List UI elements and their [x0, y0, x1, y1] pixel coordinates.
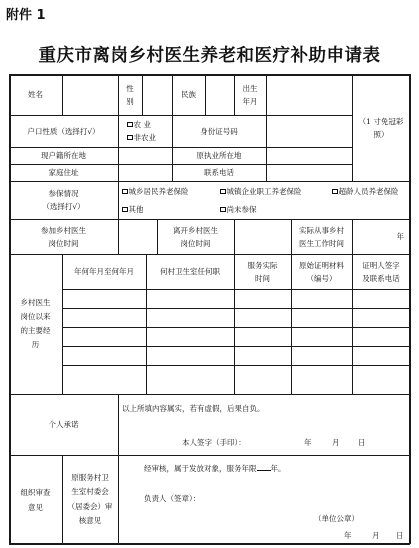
- history-header-witness: 证明人签字 及联系电话: [362, 260, 400, 283]
- history-header-evidence: 原始证明材料 （编号）: [299, 260, 344, 283]
- gender-label-line2: 别: [126, 96, 134, 106]
- checkbox-icon[interactable]: [127, 135, 133, 141]
- birth-label-line2: 年月: [242, 96, 258, 106]
- phone-label: 联系电话: [204, 168, 234, 177]
- id-number-label: 身份证号码: [200, 126, 238, 136]
- history-side-label: [9, 254, 62, 394]
- ethnicity-field[interactable]: [205, 74, 234, 115]
- gender-label: [118, 74, 142, 115]
- gender-label-line1: 性: [126, 83, 134, 93]
- history-side-line4: 历: [31, 340, 40, 349]
- hukou-option-nonagricultural[interactable]: 非农业: [127, 131, 156, 144]
- commitment-area[interactable]: [118, 394, 410, 455]
- join-date-field[interactable]: [118, 219, 157, 254]
- history-header-period: 年何年月至何年月: [74, 267, 134, 276]
- review-seal-label: （单位公章）: [314, 514, 359, 523]
- commitment-statement: 以上所填内容属实，若有虚假，后果自负。: [122, 404, 265, 413]
- join-label-line1: 参加乡村医生: [41, 225, 86, 235]
- insurance-option-enterprise[interactable]: 城镇企业职工养老保险: [220, 185, 302, 198]
- hukou-type-label: 户口性质（选择打√）: [27, 126, 100, 136]
- name-label: 姓名: [28, 90, 43, 99]
- residence-field[interactable]: [118, 147, 172, 164]
- review-year: 年: [344, 531, 352, 540]
- form-title: 重庆市离岗乡村医生养老和医疗补助申请表: [38, 46, 381, 66]
- history-side-line2: 岗位以来: [20, 312, 51, 321]
- commitment-day: 日: [358, 438, 366, 447]
- history-side-line3: 的主要经: [20, 326, 51, 335]
- service-label-line2: 医生工作时间: [299, 238, 344, 248]
- insurance-option-overage[interactable]: 超龄人员养老保险: [332, 185, 399, 198]
- review-month: 月: [372, 531, 380, 540]
- history-row[interactable]: [62, 365, 410, 394]
- history-row[interactable]: [62, 327, 410, 346]
- checkbox-icon[interactable]: [122, 207, 128, 213]
- name-field[interactable]: [62, 74, 118, 115]
- birth-date-label: [234, 74, 266, 115]
- address-label: 家庭住址: [48, 168, 79, 177]
- application-form: [9, 74, 410, 544]
- photo-label-line2: 照）: [373, 129, 389, 139]
- leave-label-line2: 岗位时间: [180, 238, 211, 248]
- history-header-service-time: 服务实际 时间: [247, 260, 278, 283]
- leave-date-label: [157, 219, 234, 254]
- phone-field[interactable]: [266, 164, 352, 181]
- checkbox-icon[interactable]: [122, 189, 128, 195]
- checkbox-icon[interactable]: [220, 189, 226, 195]
- id-number-field[interactable]: [266, 115, 352, 147]
- ethnicity-label: 民族: [181, 90, 196, 99]
- insurance-option-urban-rural[interactable]: 城乡居民养老保险: [122, 185, 189, 198]
- checkbox-icon[interactable]: [127, 122, 133, 128]
- insurance-option-none[interactable]: 尚未参保: [220, 203, 257, 216]
- photo-label-line1: （1 寸免冠彩: [358, 116, 404, 126]
- gender-field[interactable]: [142, 74, 172, 115]
- review-responsible-label: 负责人（签章）：: [144, 494, 201, 503]
- year-unit: 年: [396, 232, 404, 241]
- leave-date-field[interactable]: [234, 219, 291, 254]
- review-sub-label: 原服务村卫 生室村委会 （居委会）审 核意见: [67, 472, 113, 525]
- commitment-signature-label: 本人签字（手印）：: [182, 438, 246, 447]
- hukou-option-agricultural[interactable]: 农 业: [127, 118, 151, 131]
- attachment-label: 附件 1: [6, 8, 46, 23]
- checkbox-icon[interactable]: [220, 207, 226, 213]
- history-side-line1: 乡村医生: [20, 298, 51, 307]
- address-field[interactable]: [118, 164, 172, 181]
- checkbox-icon[interactable]: [332, 189, 338, 195]
- leave-label-line1: 离开乡村医生: [173, 225, 218, 235]
- service-label-line1: 实际从事乡村: [299, 225, 344, 235]
- review-verified-text: 经审核，属于发放对象，服务年限 年。: [144, 464, 286, 473]
- birth-date-field[interactable]: [266, 74, 352, 115]
- insurance-option-other[interactable]: 其他: [122, 203, 144, 216]
- insurance-label-line2: （选择打√）: [42, 202, 85, 211]
- history-row[interactable]: [62, 308, 410, 327]
- service-years-field[interactable]: [352, 219, 410, 254]
- commitment-month: 月: [332, 438, 340, 447]
- review-label: 组织审查 意见: [20, 487, 51, 512]
- history-row[interactable]: [62, 346, 410, 365]
- former-unit-field[interactable]: [266, 147, 352, 164]
- birth-label-line1: 出生: [242, 83, 258, 93]
- commitment-label: 个人承诺: [48, 420, 79, 429]
- commitment-year: 年: [304, 438, 312, 447]
- service-years-label: [291, 219, 352, 254]
- residence-label: 现户籍所在地: [41, 151, 86, 160]
- history-header-position: 何村卫生室任何职: [160, 267, 220, 276]
- insurance-options: [118, 181, 410, 219]
- photo-area[interactable]: [352, 74, 410, 181]
- review-area[interactable]: [118, 455, 410, 544]
- service-years-blank[interactable]: [257, 462, 271, 471]
- hukou-options: [118, 115, 172, 147]
- history-row[interactable]: [62, 289, 410, 308]
- join-date-label: [9, 219, 118, 254]
- insurance-label-line1: 参保情况: [48, 189, 79, 198]
- insurance-label: [9, 181, 118, 219]
- join-label-line2: 岗位时间: [48, 238, 79, 248]
- former-unit-label: 原执业所在地: [196, 151, 242, 160]
- review-day: 日: [396, 531, 404, 540]
